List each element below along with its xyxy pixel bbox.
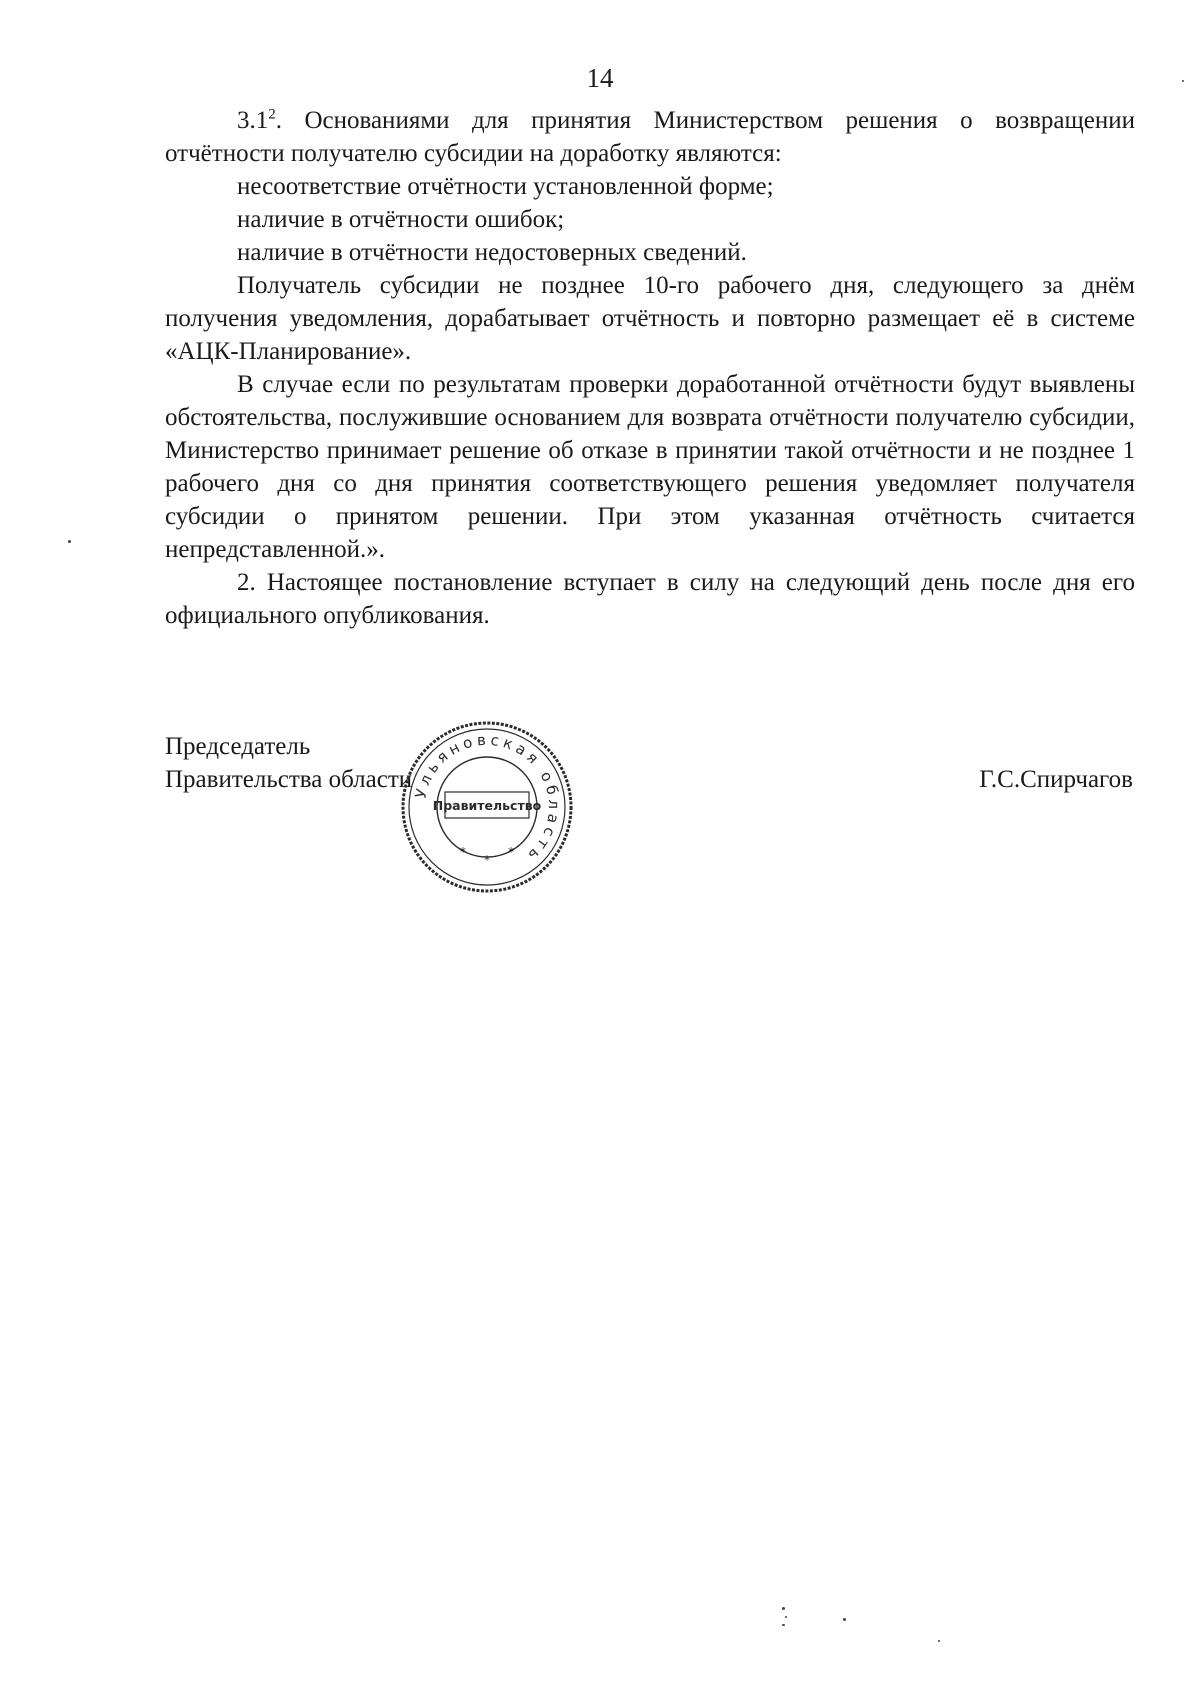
signatory-title-line1: Председатель [165, 733, 311, 760]
scan-speck [843, 1618, 846, 1621]
scan-speck [785, 1616, 787, 1618]
document-body [165, 104, 1135, 632]
paragraph-effective-date: 2. Настоящее постановление вступает в силу на следующий день после дня его официального опубликования. [165, 569, 1135, 629]
scan-speck [938, 1640, 940, 1642]
scan-speck [1182, 80, 1184, 82]
list-item: несоответствие отчётности установленной форме; [237, 173, 774, 200]
paragraph-revision-deadline: Получатель субсидии не позднее 10-го рабочего дня, следующего за днём получения уведомления, дорабатывает отчётность и повторно размещает её в системе «АЦК-Планирование». [165, 272, 1135, 365]
page-number: 14 [586, 63, 614, 93]
paragraph-refusal: В случае если по результатам проверки доработанной отчётности будут выявлены обстоятельства, послужившие основанием для возврата отчётности получателю субсидии, Министерство принимает решение об отказе в принятии такой отчётности и не позднее 1 рабочего дня со дня принятия соответствующего решения уведомляет получателя субсидии о принятом решении. При этом указанная отчётность считается непредставленной.». [165, 371, 1135, 563]
seal-center-text: Правительство [432, 798, 542, 813]
seal-ring-text: Ульяновская область [411, 730, 564, 867]
scan-speck [782, 1607, 785, 1610]
clause-superscript: 2 [268, 106, 276, 123]
official-seal [398, 718, 576, 896]
signatory-name: Г.С.Спирчагов [979, 766, 1133, 793]
seal-graphic [398, 718, 576, 896]
paragraph-text: . Основаниями для принятия Министерством решения о возвращении отчётности получателю субсидии на доработку являются: [165, 107, 1135, 167]
seal-star-icon: * [484, 853, 490, 867]
scan-speck [68, 540, 71, 543]
seal-star-icon: * [508, 845, 514, 859]
list-item: наличие в отчётности ошибок; [237, 206, 565, 233]
paragraph-3-1-2 [165, 104, 1135, 170]
seal-star-icon: * [460, 845, 466, 859]
signatory-title [165, 730, 412, 796]
signatory-title-line2: Правительства области [165, 766, 413, 793]
list-item: наличие в отчётности недостоверных сведений. [237, 239, 747, 266]
scan-speck [782, 1624, 785, 1626]
clause-number: 3.1 [237, 107, 269, 134]
